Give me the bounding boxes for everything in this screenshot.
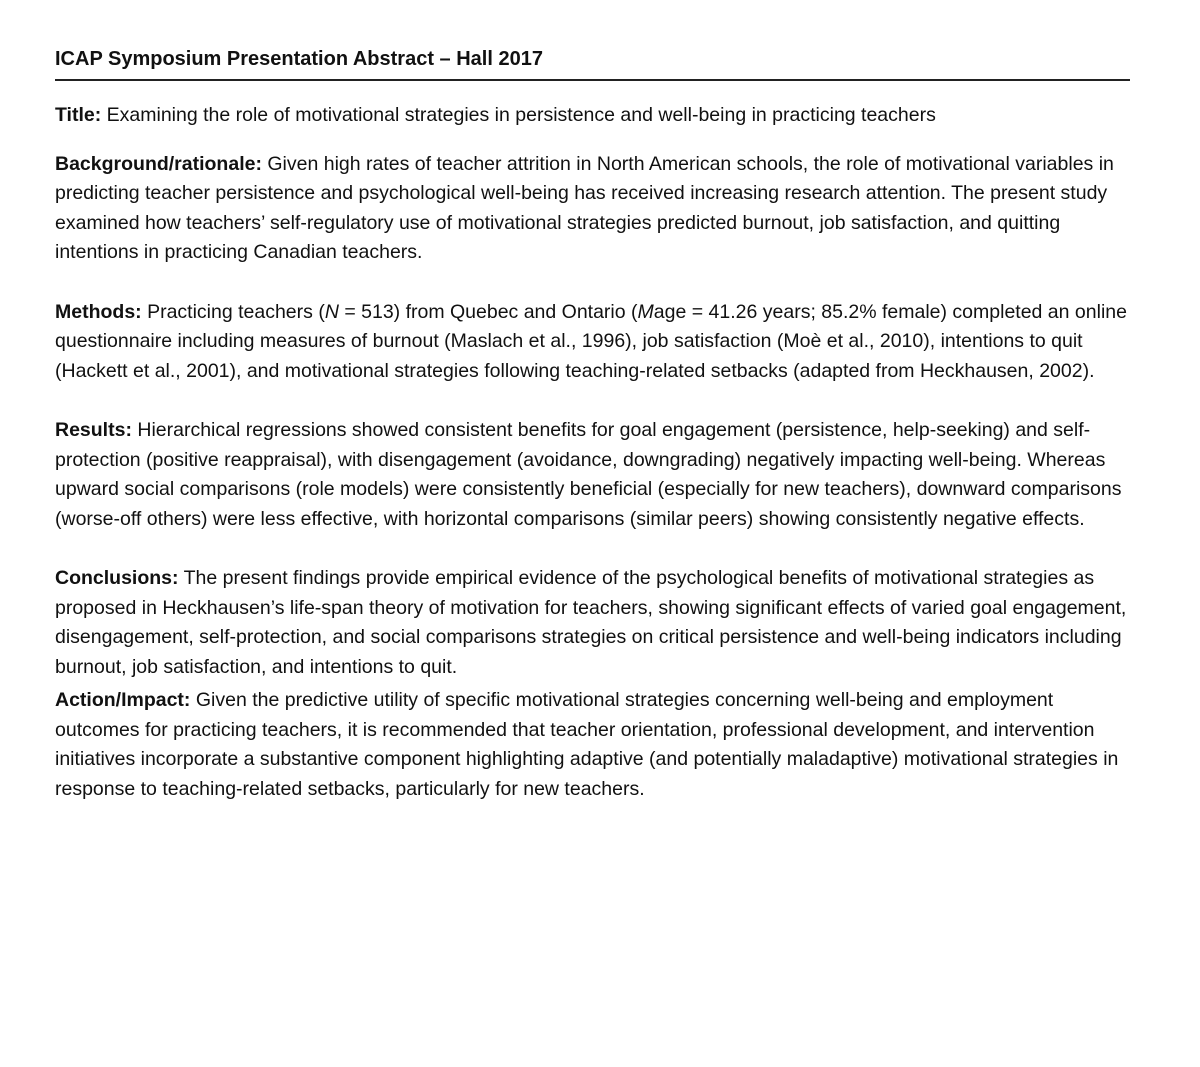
background-section	[55, 150, 1130, 268]
results-text: Hierarchical regressions showed consistent benefits for goal engagement (persistence, help-seeking) and self-protection (positive reappraisal), with disengagement (avoidance, downgrading) negatively impacting well-being. Whereas upward social comparisons (role models) were consistently beneficial (especially for new teachers), downward comparisons (worse-off others) were less effective, with horizontal comparisons (similar peers) showing consistently negative effects.	[55, 419, 1122, 530]
conclusions-label: Conclusions:	[55, 567, 179, 589]
methods-label: Methods:	[55, 300, 142, 323]
conclusions-text: The present findings provide empirical evidence of the psychological benefits of motivational strategies as proposed in Heckhausen’s life-span theory of motivation for teachers, showing significant effects of varied goal engagement, disengagement, self-protection, and social comparisons strategies on critical persistence and well-being indicators including burnout, job satisfaction, and intentions to quit.	[55, 567, 1127, 678]
document-header: ICAP Symposium Presentation Abstract – Hall 2017	[55, 46, 1130, 81]
methods-text-1: Practicing teachers (	[141, 300, 325, 323]
methods-m-symbol: M	[637, 300, 654, 323]
title-text: Examining the role of motivational strategies in persistence and well-being in practicing teachers	[101, 104, 936, 126]
action-impact-section	[55, 686, 1130, 804]
action-impact-label: Action/Impact:	[55, 689, 191, 711]
action-impact-text: Given the predictive utility of specific motivational strategies concerning well-being and employment outcomes for practicing teachers, it is recommended that teacher orientation, professional development, and intervention initiatives incorporate a substantive component highlighting adaptive (and potentially maladaptive) motivational strategies in response to teaching-related setbacks, particularly for new teachers.	[55, 689, 1119, 800]
methods-text-3: age = 41.26 years; 85.2% female) completed an online questionnaire including measures of burnout (Maslach et al., 1996), job satisfaction (Moè et al., 2010), intentions to quit (Hackett et al., 2001), and motivational strategies following teaching-related setbacks (adapted from Heckhausen, 2002).	[55, 300, 1127, 382]
methods-text-2: = 513) from Quebec and Ontario (	[338, 300, 638, 323]
methods-section	[55, 298, 1130, 387]
results-label: Results:	[55, 419, 132, 441]
conclusions-section	[55, 564, 1130, 682]
background-label: Background/rationale:	[55, 152, 262, 175]
results-section	[55, 416, 1130, 534]
methods-n-symbol: N	[324, 300, 339, 323]
title-section	[55, 101, 1130, 131]
background-text: Given high rates of teacher attrition in North American schools, the role of motivational variables in predicting teacher persistence and psychological well-being has received increasing research attention. The present study examined how teachers’ self-regulatory use of motivational strategies predicted burnout, job satisfaction, and quitting intentions in practicing Canadian teachers.	[55, 152, 1114, 263]
title-label: Title:	[55, 104, 102, 126]
